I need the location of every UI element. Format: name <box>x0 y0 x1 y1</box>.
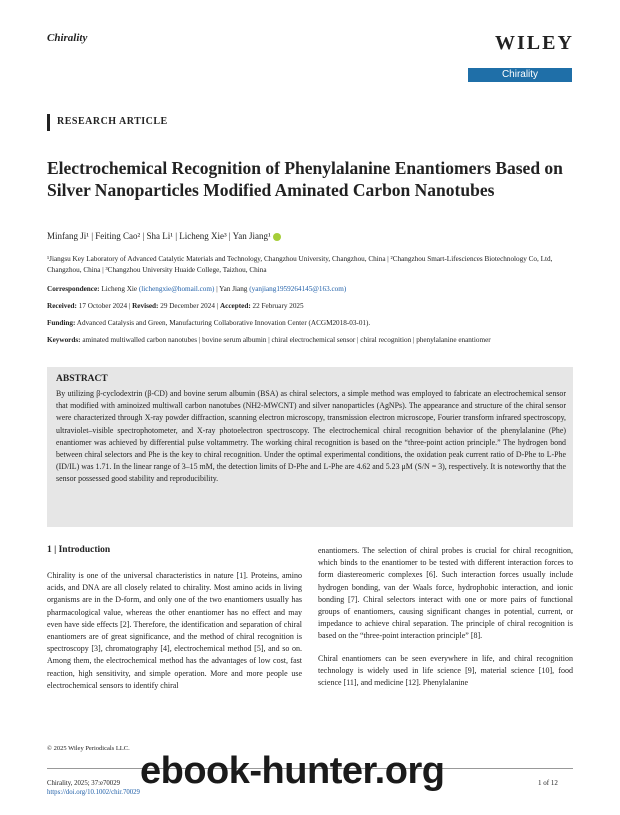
intro-column-2 <box>318 545 573 689</box>
publisher-logo: WILEY <box>495 32 574 54</box>
correspondence-name-1: Licheng Xie <box>101 285 138 293</box>
correspondence-label: Correspondence: <box>47 285 100 293</box>
intro-column-1: Chirality is one of the universal characteristics in nature [1]. Proteins, amino acids, and DNA are all closely related to chirality. Most amino acids in living organisms are in the D-form, and only one of the two enantiomers usually has pharmacological value, whereas the other enantiomer has no effect and may even have side effects [2]. Therefore, the identification and separation of chiral enantiomers are of great significance, and the method of chiral recognition is spectroscopy [3], chromatography [4], electrochemical method [5], and so on. Among them, the electrochemical method has the advantages of low cost, fast reaction, high sensitivity, and simple operation. More and more people use electrochemical sensors to identify chiral <box>47 571 302 690</box>
correspondence-separator: | <box>216 285 218 293</box>
correspondence <box>47 284 577 294</box>
doi-link[interactable]: https://doi.org/10.1002/chir.70029 <box>47 789 140 796</box>
journal-name: Chirality <box>47 32 88 44</box>
footer-citation <box>47 779 140 797</box>
keywords-label: Keywords: <box>47 336 81 344</box>
page-number: 1 of 12 <box>538 779 558 787</box>
keywords <box>47 335 577 345</box>
dates: Received: 17 October 2024 | Revised: 29 December 2024 | Accepted: 22 February 2025 <box>47 302 304 310</box>
intro-paragraph: enantiomers. The selection of chiral probes is crucial for chiral recognition, which binds to the enantiomer to be tested with different interaction forces to form diastereomeric complexes [6]. Such interaction forces usually include hydrogen bonding, van der Waals force, hydrophobic interaction, and ionic bonding [7]. Chiral selectors interact with one or more pairs of functional groups of enantiomers, causing significant changes in potential, current, or impedance to achieve chiral separation. The principle of chiral recognition is based on the “three-point interaction principle” [8]. <box>318 546 573 641</box>
funding-label: Funding: <box>47 319 76 327</box>
correspondence-name-2: Yan Jiang <box>219 285 248 293</box>
correspondence-email-2[interactable]: (yanjiang1959264145@163.com) <box>249 285 347 293</box>
section-label: RESEARCH ARTICLE <box>57 116 168 127</box>
accepted-label: Accepted: <box>219 302 251 310</box>
keywords-text: aminated multiwalled carbon nanotubes | bovine serum albumin | chiral electrochemical sensor | chiral recognition | phenylalanine enantiomer <box>82 336 491 344</box>
revised-label: Revised: <box>132 302 159 310</box>
received-date: 17 October 2024 <box>78 302 128 310</box>
intro-heading: 1 | Introduction <box>47 545 111 555</box>
author-list <box>47 231 281 241</box>
authors-text: Minfang Ji¹ | Feiting Cao² | Sha Li¹ | Licheng Xie³ | Yan Jiang¹ <box>47 231 271 241</box>
copyright: © 2025 Wiley Periodicals LLC. <box>47 745 130 752</box>
revised-date: 29 December 2024 <box>160 302 215 310</box>
funding-text: Advanced Catalysis and Green, Manufacturing Collaborative Innovation Center (ACGM2018-03-01). <box>76 319 371 327</box>
article-title: Electrochemical Recognition of Phenylalanine Enantiomers Based on Silver Nanoparticles Modified Aminated Carbon Nanotubes <box>47 158 563 200</box>
abstract-text: By utilizing β-cyclodextrin (β-CD) and bovine serum albumin (BSA) as chiral selectors, a simple method was employed to fabricate an electrochemical sensor that modified with aminoized multiwall carbon nanotubes (NH2-MWCNT) and silver nanoparticles (AgNPs). The appearance and structure of the chiral sensor were characterized through X-ray powder diffraction, scanning electron microscopy, transmission electron microscope, Fourier transform infrared spectroscopy, ultraviolet–visible spectrophotometer, and X-ray photoelectron spectroscopy. The electrochemical chiral recognition behavior of the phenylalanine (Phe) enantiomer was achieved by differential pulse voltammetry. The working chiral recognition is based on the “three-point action principle.” The hydrogen bond between chiral selectors and Phe is the key to chiral recognition. Under the optimal experimental conditions, the oxidation peak current ratio of D-Phe to L-Phe (ID/IL) was 1.71. In the linear range of 3–15 mM, the detection limits of D-Phe and L-Phe are 4.62 and 5.23 μM (S/N = 3), respectively. It is noteworthy that the sensor possessed good stability and reproducibility. <box>56 389 566 484</box>
citation-text: Chirality, 2025; 37:e70029 <box>47 780 120 787</box>
correspondence-email-1[interactable]: (lichengxie@homail.com) <box>138 285 215 293</box>
orcid-icon[interactable] <box>273 233 281 241</box>
abstract-heading: ABSTRACT <box>56 374 108 384</box>
funding <box>47 318 577 328</box>
intro-paragraph: Chiral enantiomers can be seen everywhere in life, and chiral recognition technology is widely used in life science [9], material science [10], food science [11], and medicine [12]. Phenylalanine <box>318 653 573 688</box>
journal-badge: Chirality <box>468 68 572 82</box>
affiliations: ¹Jiangsu Key Laboratory of Advanced Catalytic Materials and Technology, Changzhou University, Changzhou, China | ²Changzhou Smart-Lifesciences Biotechnology Co, Ltd, Changzhou, China | ³Changzhou University Huaide College, Taizhou, China <box>47 255 553 274</box>
accepted-date: 22 February 2025 <box>252 302 304 310</box>
received-label: Received: <box>47 302 77 310</box>
watermark: ebook-hunter.org <box>140 750 445 792</box>
section-marker <box>47 114 50 131</box>
